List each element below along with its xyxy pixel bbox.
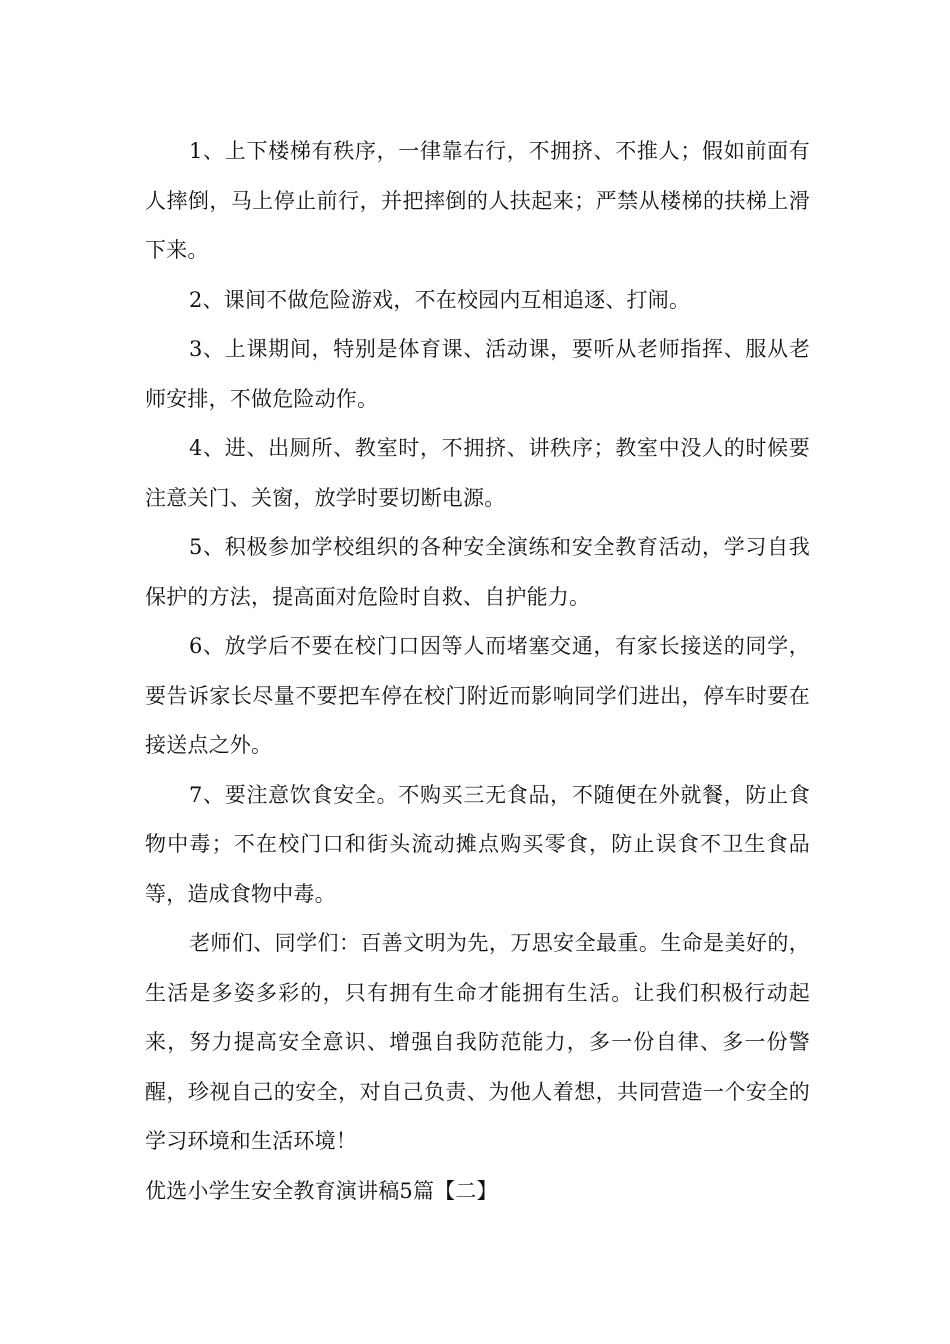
section-heading: 优选小学生安全教育演讲稿5篇【二】 (145, 1178, 498, 1203)
document-body (145, 127, 810, 1216)
paragraph-rule-2: 2、课间不做危险游戏，不在校园内互相追逐、打闹。 (189, 287, 691, 312)
paragraph-rule-4: 4、进、出厕所、教室时，不拥挤、讲秩序；教室中没人的时候要注意关门、关窗，放学时要切断电源。 (145, 436, 810, 510)
paragraph-closing: 老师们、同学们：百善文明为先，万思安全最重。生命是美好的，生活是多姿多彩的，只有拥有生命才能拥有生活。让我们积极行动起来，努力提高安全意识、增强自我防范能力，多一份自律、多一份警醒，珍视自己的安全，对自己负责、为他人着想，共同营造一个安全的学习环境和生活环境！ (145, 931, 810, 1153)
paragraph-rule-5: 5、积极参加学校组织的各种安全演练和安全教育活动，学习自我保护的方法，提高面对危险时自救、自护能力。 (145, 535, 810, 609)
paragraph-rule-3: 3、上课期间，特别是体育课、活动课，要听从老师指挥、服从老师安排，不做危险动作。 (145, 337, 810, 411)
paragraph-rule-7: 7、要注意饮食安全。不购买三无食品，不随便在外就餐，防止食物中毒；不在校门口和街头流动摊点购买零食，防止误食不卫生食品等，造成食物中毒。 (145, 782, 810, 906)
paragraph-rule-6: 6、放学后不要在校门口因等人而堵塞交通，有家长接送的同学，要告诉家长尽量不要把车停在校门附近而影响同学们进出，停车时要在接送点之外。 (145, 634, 810, 757)
paragraph-rule-1: 1、上下楼梯有秩序，一律靠右行，不拥挤、不推人；假如前面有人摔倒，马上停止前行，并把摔倒的人扶起来；严禁从楼梯的扶梯上滑下来。 (145, 139, 810, 262)
